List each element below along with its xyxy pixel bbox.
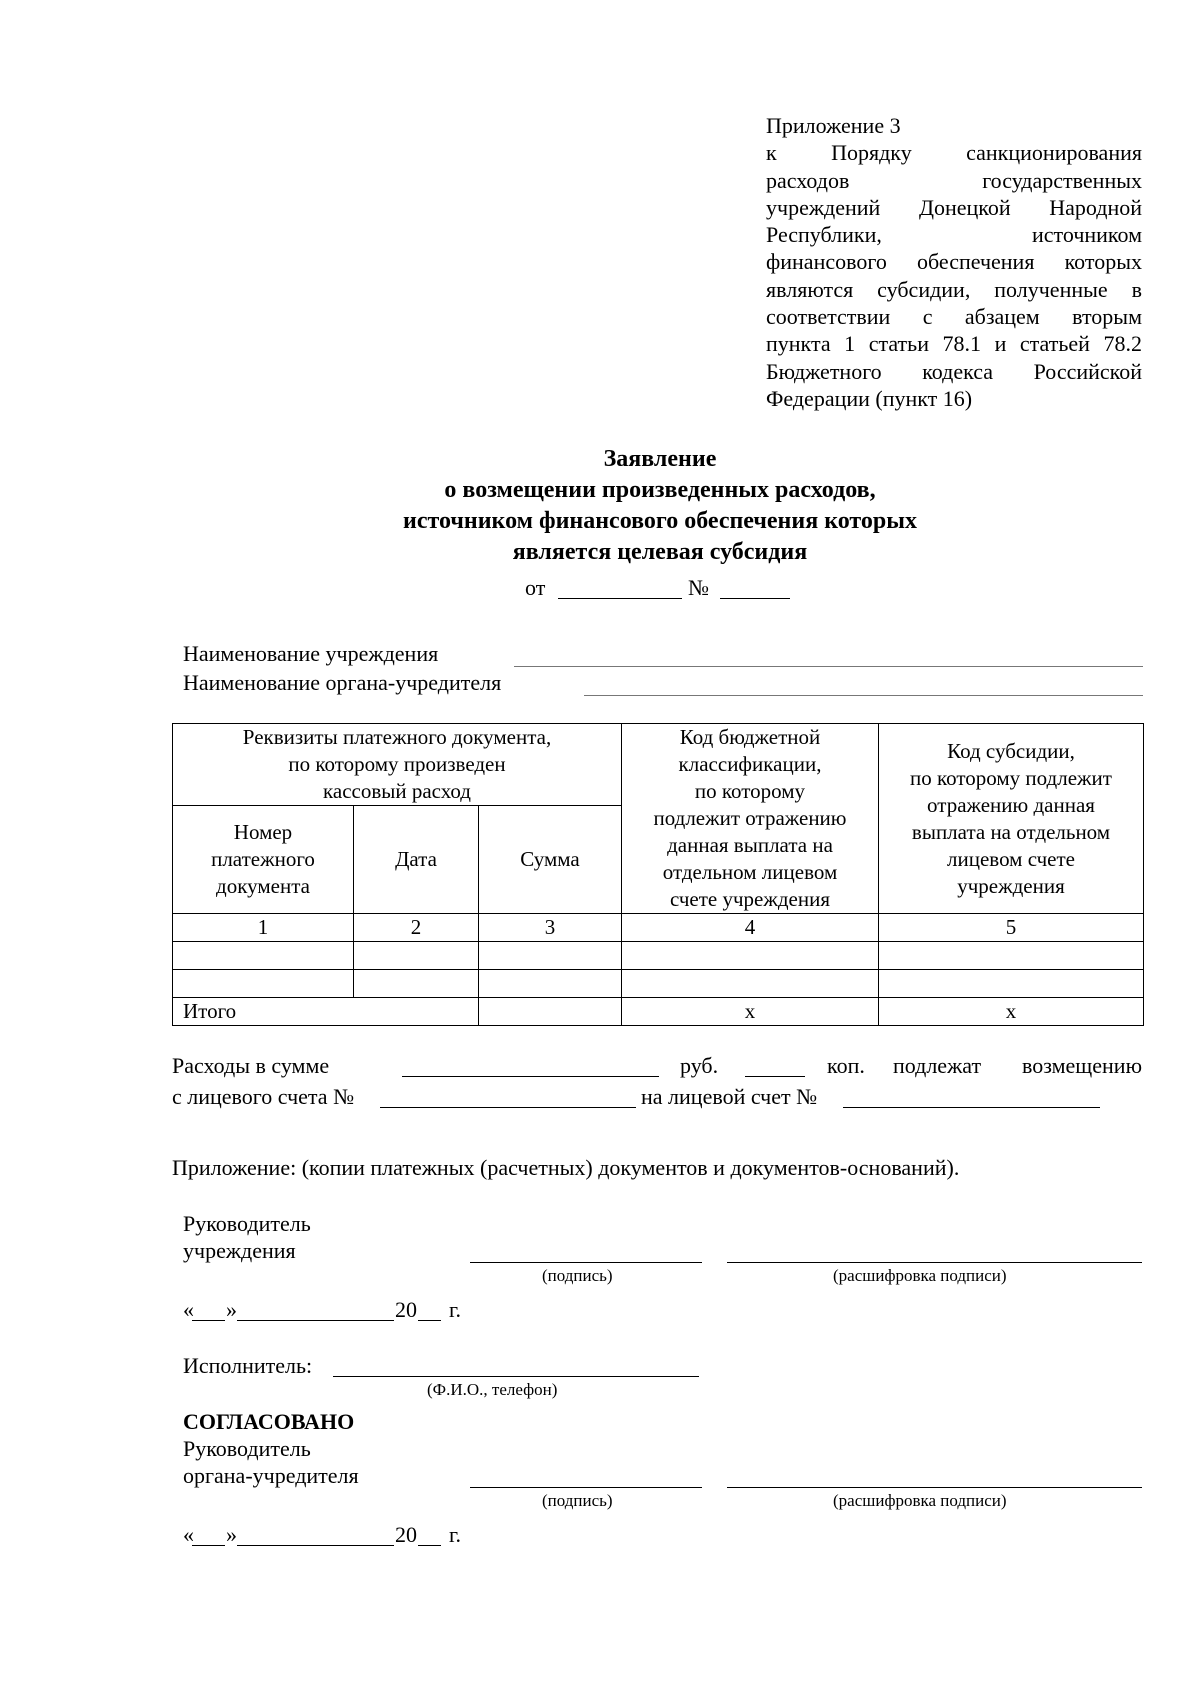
appendix-line: Бюджетного кодекса Российской (766, 358, 1142, 384)
col-number: 4 (622, 914, 879, 942)
quote-open: « (183, 1297, 194, 1322)
title-line: о возмещении произведенных расходов, (444, 477, 876, 503)
col-number: 5 (879, 914, 1144, 942)
kop-label: коп. (827, 1053, 865, 1078)
decoding-caption: (расшифровка подписи) (833, 1491, 1007, 1510)
appendix-line: соответствии с абзацем вторым (766, 304, 1142, 330)
header-text: отдельном лицевом (662, 860, 838, 884)
header-text: отражению данная (927, 792, 1095, 817)
day-field[interactable] (192, 1545, 225, 1546)
header-text: выплата на отдельном (911, 819, 1111, 844)
head-signature-field[interactable] (470, 1262, 702, 1263)
col-number: 1 (173, 914, 354, 942)
reimburse-text-2: подлежат возмещению (893, 1053, 1142, 1078)
from-account-label: с лицевого счета № (172, 1084, 355, 1109)
founder-head-label: Руководитель (183, 1436, 311, 1461)
date-field[interactable] (558, 598, 682, 599)
institution-field[interactable] (514, 666, 1143, 667)
from-account-field[interactable] (380, 1107, 636, 1108)
title-line: является целевая субсидия (512, 539, 808, 565)
appendix-line: учреждений Донецкой Народной (766, 194, 1142, 220)
appendix-line: являются субсидии, полученные в (766, 276, 1142, 302)
founder-field[interactable] (584, 695, 1143, 696)
col-number: 2 (354, 914, 479, 942)
header-text: счете учреждения (669, 887, 831, 911)
institution-label: Наименование учреждения (183, 641, 439, 666)
approved-heading: СОГЛАСОВАНО (183, 1409, 355, 1434)
reimburse-text: Расходы в сумме (172, 1053, 330, 1078)
header-text: кассовый расход (322, 779, 471, 803)
table-cell[interactable] (354, 942, 479, 970)
year-field[interactable] (418, 1545, 441, 1546)
number-sign: № (688, 575, 709, 600)
executor-label: Исполнитель: (183, 1353, 313, 1378)
header-text: классификации, (678, 752, 822, 776)
table-cell[interactable] (173, 942, 354, 970)
appendix-line: Республики, источником (766, 222, 1142, 248)
appendix-line: пункта 1 статьи 78.1 и статьей 78.2 (766, 331, 1142, 357)
quote-open: « (183, 1522, 194, 1547)
header-subsidy-code (879, 724, 1144, 914)
header-payment-details (173, 724, 622, 806)
table-cell[interactable] (879, 942, 1144, 970)
table-cell[interactable] (622, 970, 879, 998)
year-suffix: г. (449, 1522, 462, 1547)
signature-caption: (подпись) (542, 1491, 613, 1510)
col-number: 3 (479, 914, 622, 942)
header-text: подлежит отражению (653, 806, 847, 830)
quote-close: » (226, 1522, 237, 1547)
month-field[interactable] (237, 1545, 394, 1546)
appendix-line: к Порядку санкционирования (766, 140, 1142, 166)
signature-caption: (подпись) (542, 1266, 613, 1285)
number-field[interactable] (720, 598, 790, 599)
title-line: Заявление (603, 446, 717, 472)
total-sum[interactable] (479, 998, 622, 1026)
year-field[interactable] (418, 1320, 441, 1321)
appendix-line: финансового обеспечения которых (766, 249, 1142, 275)
total-col5: х (879, 998, 1144, 1026)
day-field[interactable] (192, 1320, 225, 1321)
table-cell[interactable] (354, 970, 479, 998)
header-text: платежного (211, 847, 315, 871)
header-text: Код субсидии, (947, 738, 1075, 763)
header-budget-code (622, 724, 879, 914)
numbering-row (173, 914, 1144, 942)
header-text: Номер (233, 820, 293, 844)
header-text: документа (216, 874, 310, 898)
date-prefix: от (525, 575, 546, 600)
appendix-line: Федерации (пункт 16) (766, 385, 973, 411)
head-label: учреждения (183, 1238, 296, 1263)
total-label: Итого (173, 998, 479, 1026)
founder-head-label: органа-учредителя (183, 1463, 359, 1488)
title-line: источником финансового обеспечения которых (403, 508, 917, 534)
header-text: данная выплата на (667, 833, 833, 857)
year-suffix: г. (449, 1297, 462, 1322)
decoding-caption: (расшифровка подписи) (833, 1266, 1007, 1285)
header-text: по которому (694, 779, 806, 803)
executor-field[interactable] (333, 1376, 699, 1377)
document-title (300, 444, 1020, 568)
to-account-label: на лицевой счет № (641, 1084, 818, 1109)
head-decoding-field[interactable] (727, 1262, 1142, 1263)
month-field[interactable] (237, 1320, 394, 1321)
founder-decoding-field[interactable] (727, 1487, 1142, 1488)
payment-table (172, 723, 1144, 1026)
year-prefix: 20 (395, 1522, 417, 1547)
total-col4: х (622, 998, 879, 1026)
executor-caption: (Ф.И.О., телефон) (427, 1380, 558, 1399)
header-text: по которому произведен (288, 752, 506, 776)
founder-signature-field[interactable] (470, 1487, 702, 1488)
table-cell[interactable] (622, 942, 879, 970)
to-account-field[interactable] (843, 1107, 1100, 1108)
appendix-reference (766, 112, 1142, 412)
amount-kop-field[interactable] (745, 1076, 805, 1077)
header-text: по которому подлежит (910, 765, 1112, 790)
table-cell[interactable] (879, 970, 1144, 998)
total-row (173, 998, 1144, 1026)
table-row (173, 942, 1144, 970)
year-prefix: 20 (395, 1297, 417, 1322)
appendix-line: расходов государственных (766, 167, 1142, 193)
header-doc-number (173, 806, 354, 914)
head-label: Руководитель (183, 1211, 311, 1236)
appendix-line: Приложение 3 (766, 113, 901, 138)
header-text: Код бюджетной (679, 725, 821, 749)
quote-close: » (226, 1297, 237, 1322)
header-text: Реквизиты платежного документа, (242, 725, 552, 749)
table-cell[interactable] (173, 970, 354, 998)
amount-rub-field[interactable] (402, 1076, 659, 1077)
header-text: лицевом счете (947, 846, 1075, 871)
attachment-note: Приложение: (копии платежных (расчетных) документов и документов-оснований). (172, 1155, 960, 1180)
table-cell[interactable] (479, 970, 622, 998)
founder-label: Наименование органа-учредителя (183, 670, 502, 695)
header-sum: Сумма (479, 806, 622, 914)
table-cell[interactable] (479, 942, 622, 970)
table-row (173, 970, 1144, 998)
rub-label: руб. (680, 1053, 719, 1078)
header-text: учреждения (957, 873, 1065, 898)
header-date: Дата (354, 806, 479, 914)
